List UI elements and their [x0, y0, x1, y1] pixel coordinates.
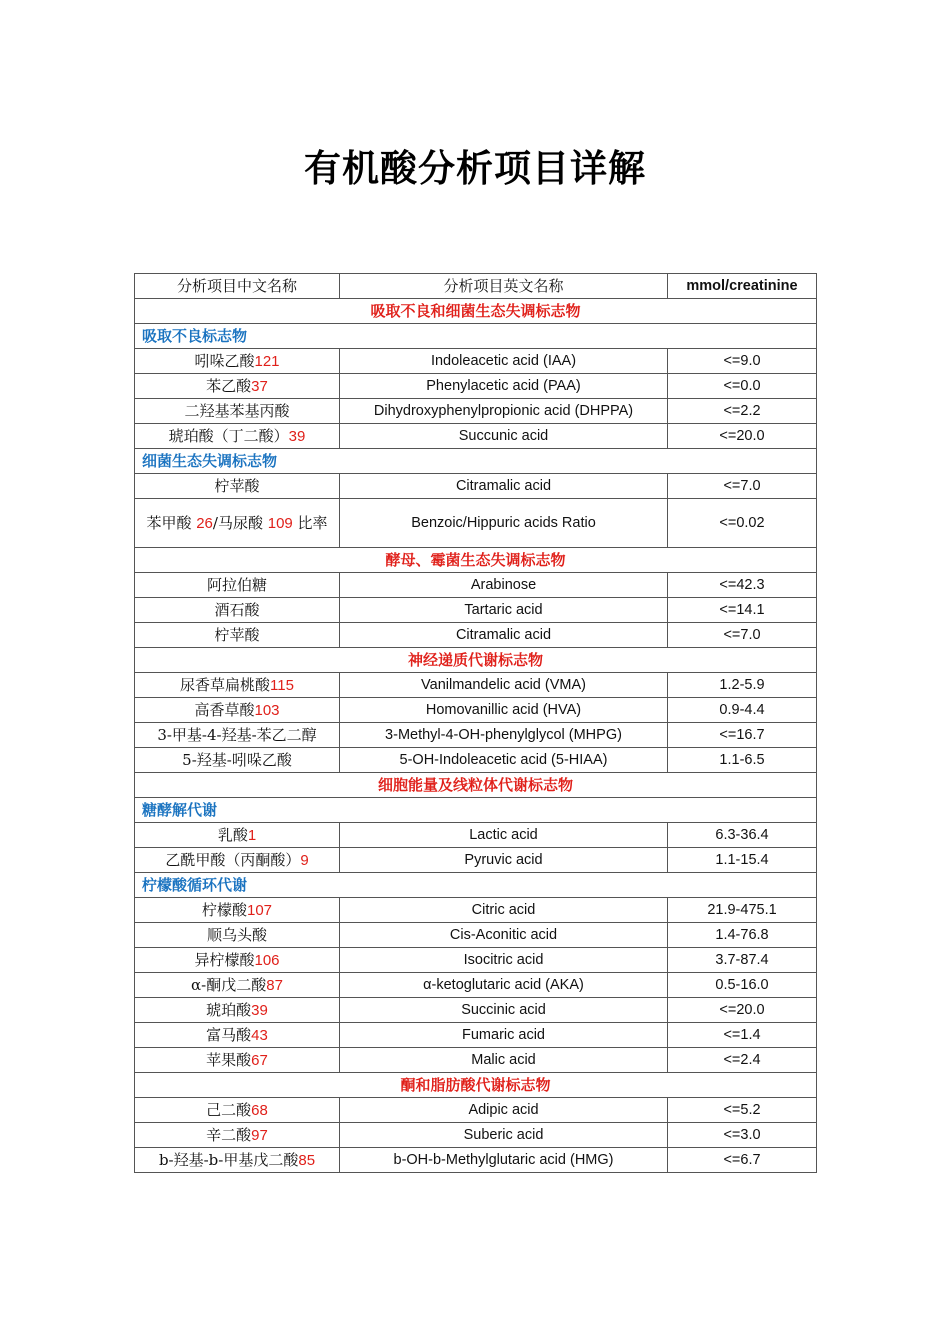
reference-range-cell: <=20.0	[668, 998, 817, 1023]
cn-name: 富马酸	[206, 1025, 252, 1044]
cn-name: 顺乌头酸	[206, 926, 267, 944]
cn-name-part: /马尿酸	[212, 513, 268, 532]
en-name-cell: Citric acid	[340, 898, 668, 923]
subsection-title: 吸取不良标志物	[135, 324, 817, 349]
cn-name-cell	[135, 349, 340, 374]
cn-name-cell	[135, 573, 340, 598]
en-name-cell: Succunic acid	[340, 424, 668, 449]
cn-name-cell	[135, 673, 340, 698]
cn-name-cell	[135, 374, 340, 399]
en-name-cell: Tartaric acid	[340, 598, 668, 623]
table-row	[135, 998, 817, 1023]
item-number: 37	[251, 377, 268, 395]
cn-name: 己二酸	[206, 1100, 252, 1119]
table-row	[135, 823, 817, 848]
cn-name-cell	[135, 424, 340, 449]
item-number: 68	[251, 1101, 268, 1119]
reference-range-cell: 6.3-36.4	[668, 823, 817, 848]
reference-range-cell: <=42.3	[668, 573, 817, 598]
reference-range-cell: 1.1-6.5	[668, 748, 817, 773]
en-name-cell: Isocitric acid	[340, 948, 668, 973]
item-number: 107	[246, 901, 273, 919]
cn-name-cell	[135, 848, 340, 873]
en-name-cell: Adipic acid	[340, 1098, 668, 1123]
cn-name-cell	[135, 823, 340, 848]
item-number: 39	[288, 427, 306, 445]
cn-name-cell	[135, 1148, 340, 1173]
table-row	[135, 1023, 817, 1048]
section-header-row	[135, 773, 817, 798]
section-title: 神经递质代谢标志物	[135, 648, 817, 673]
en-name-cell: Citramalic acid	[340, 474, 668, 499]
cn-name-cell	[135, 973, 340, 998]
cn-name-cell	[135, 698, 340, 723]
reference-range-cell: <=14.1	[668, 598, 817, 623]
cn-name: 苹果酸	[206, 1050, 252, 1069]
section-title: 吸取不良和细菌生态失调标志物	[135, 299, 817, 324]
reference-range-cell: <=6.7	[668, 1148, 817, 1173]
table-row	[135, 973, 817, 998]
cn-name: 吲哚乙酸	[194, 351, 255, 370]
reference-range-cell: 0.9-4.4	[668, 698, 817, 723]
table-body	[135, 299, 817, 1173]
table-row	[135, 598, 817, 623]
cn-name-cell	[135, 948, 340, 973]
cn-name: 苯乙酸	[206, 376, 252, 395]
cn-name: 琥珀酸	[206, 1000, 252, 1019]
cn-name-cell	[135, 399, 340, 424]
reference-range-cell: <=1.4	[668, 1023, 817, 1048]
en-name-cell: Indoleacetic acid (IAA)	[340, 349, 668, 374]
cn-name: b-羟基-b-甲基戊二酸	[158, 1150, 299, 1169]
header-en-name: 分析项目英文名称	[340, 274, 668, 299]
reference-range-cell: <=0.0	[668, 374, 817, 399]
item-number: 87	[266, 976, 283, 994]
table-row	[135, 399, 817, 424]
subsection-header-row	[135, 324, 817, 349]
reference-range-cell: 0.5-16.0	[668, 973, 817, 998]
item-number: 9	[300, 851, 309, 869]
en-name-cell: Citramalic acid	[340, 623, 668, 648]
table-row	[135, 1048, 817, 1073]
table-row	[135, 424, 817, 449]
cn-name: 高香草酸	[194, 700, 255, 719]
en-name-cell: α-ketoglutaric acid (AKA)	[340, 973, 668, 998]
cn-name-part: 比率	[292, 513, 328, 532]
section-header-row	[135, 548, 817, 573]
reference-range-cell: <=5.2	[668, 1098, 817, 1123]
reference-range-cell: <=20.0	[668, 424, 817, 449]
reference-range-cell: 1.4-76.8	[668, 923, 817, 948]
cn-name-cell	[135, 1048, 340, 1073]
reference-range-cell: <=16.7	[668, 723, 817, 748]
en-name-cell: Phenylacetic acid (PAA)	[340, 374, 668, 399]
table-row	[135, 673, 817, 698]
subsection-header-row	[135, 873, 817, 898]
en-name-cell: 3-Methyl-4-OH-phenylglycol (MHPG)	[340, 723, 668, 748]
cn-name: 柠苹酸	[214, 626, 260, 644]
table-row	[135, 349, 817, 374]
reference-range-cell: <=0.02	[668, 499, 817, 548]
cn-name: 柠檬酸	[201, 900, 247, 919]
en-name-cell: Benzoic/Hippuric acids Ratio	[340, 499, 668, 548]
item-number: 121	[254, 352, 280, 370]
en-name-cell: Cis-Aconitic acid	[340, 923, 668, 948]
table-row	[135, 1098, 817, 1123]
cn-name-cell	[135, 1023, 340, 1048]
table-row	[135, 698, 817, 723]
en-name-cell: Suberic acid	[340, 1123, 668, 1148]
en-name-cell: Fumaric acid	[340, 1023, 668, 1048]
cn-name: 5-羟基-吲哚乙酸	[182, 751, 292, 769]
table-row	[135, 898, 817, 923]
cn-name: 乳酸	[217, 825, 248, 844]
table-row	[135, 623, 817, 648]
section-title: 酮和脂肪酸代谢标志物	[135, 1073, 817, 1098]
cn-name-cell	[135, 1123, 340, 1148]
reference-range-cell: <=7.0	[668, 474, 817, 499]
cn-name-cell	[135, 598, 340, 623]
en-name-cell: Homovanillic acid (HVA)	[340, 698, 668, 723]
item-number: 97	[251, 1126, 268, 1144]
section-title: 细胞能量及线粒体代谢标志物	[135, 773, 817, 798]
cn-name-cell	[135, 623, 340, 648]
table-row	[135, 1148, 817, 1173]
item-number: 85	[298, 1151, 316, 1169]
cn-name-cell	[135, 474, 340, 499]
item-number: 1	[247, 826, 257, 844]
en-name-cell: Succinic acid	[340, 998, 668, 1023]
reference-range-cell: 1.2-5.9	[668, 673, 817, 698]
item-number: 115	[270, 676, 294, 694]
reference-range-cell: <=7.0	[668, 623, 817, 648]
table-row	[135, 474, 817, 499]
item-number: 26	[196, 514, 213, 532]
cn-name: α-酮戊二酸	[191, 975, 267, 994]
subsection-header-row	[135, 449, 817, 474]
section-header-row	[135, 1073, 817, 1098]
subsection-title: 柠檬酸循环代谢	[135, 873, 817, 898]
en-name-cell: b-OH-b-Methylglutaric acid (HMG)	[340, 1148, 668, 1173]
cn-name-cell	[135, 499, 340, 548]
reference-range-cell: 21.9-475.1	[668, 898, 817, 923]
en-name-cell: Pyruvic acid	[340, 848, 668, 873]
en-name-cell: Lactic acid	[340, 823, 668, 848]
section-header-row	[135, 648, 817, 673]
cn-name: 酒石酸	[214, 601, 260, 619]
header-unit: mmol/creatinine	[668, 274, 817, 299]
item-number: 109	[267, 514, 293, 532]
table-row	[135, 573, 817, 598]
table-row	[135, 374, 817, 399]
cn-name: 3-甲基-4-羟基-苯乙二醇	[157, 726, 317, 744]
table-row	[135, 723, 817, 748]
en-name-cell: Vanilmandelic acid (VMA)	[340, 673, 668, 698]
en-name-cell: Dihydroxyphenylpropionic acid (DHPPA)	[340, 399, 668, 424]
cn-name: 琥珀酸（丁二酸）	[168, 426, 289, 445]
subsection-header-row	[135, 798, 817, 823]
cn-name: 二羟基苯基丙酸	[184, 402, 290, 420]
reference-range-cell: 3.7-87.4	[668, 948, 817, 973]
item-number: 103	[254, 701, 280, 719]
table-header-row	[135, 274, 817, 299]
reference-range-cell: <=2.2	[668, 399, 817, 424]
cn-name-cell	[135, 748, 340, 773]
en-name-cell: 5-OH-Indoleacetic acid (5-HIAA)	[340, 748, 668, 773]
reference-range-cell: <=9.0	[668, 349, 817, 374]
page-title: 有机酸分析项目详解	[304, 147, 646, 190]
subsection-title: 细菌生态失调标志物	[135, 449, 817, 474]
item-number: 67	[251, 1051, 268, 1069]
table-row	[135, 748, 817, 773]
table-row	[135, 948, 817, 973]
cn-name-cell	[135, 998, 340, 1023]
en-name-cell: Malic acid	[340, 1048, 668, 1073]
cn-name-cell	[135, 723, 340, 748]
reference-range-cell: 1.1-15.4	[668, 848, 817, 873]
reference-range-cell: <=3.0	[668, 1123, 817, 1148]
cn-name: 异柠檬酸	[194, 950, 255, 969]
cn-name-cell	[135, 1098, 340, 1123]
cn-name: 尿香草扁桃酸	[180, 675, 271, 694]
reference-range-cell: <=2.4	[668, 1048, 817, 1073]
cn-name: 柠苹酸	[214, 477, 260, 495]
cn-name: 乙酰甲酸（丙酮酸）	[165, 850, 301, 869]
table-row	[135, 499, 817, 548]
organic-acid-table	[134, 273, 817, 1173]
cn-name-cell	[135, 898, 340, 923]
section-title: 酵母、霉菌生态失调标志物	[135, 548, 817, 573]
item-number: 106	[254, 951, 280, 969]
subsection-title: 糖酵解代谢	[135, 798, 817, 823]
item-number: 43	[251, 1026, 268, 1044]
table-row	[135, 1123, 817, 1148]
cn-name: 阿拉伯糖	[206, 576, 267, 594]
cn-name: 辛二酸	[206, 1125, 252, 1144]
table-row	[135, 848, 817, 873]
en-name-cell: Arabinose	[340, 573, 668, 598]
section-header-row	[135, 299, 817, 324]
header-cn-name: 分析项目中文名称	[135, 274, 340, 299]
cn-name-cell	[135, 923, 340, 948]
table-row	[135, 923, 817, 948]
cn-name: 苯甲酸	[146, 513, 197, 532]
item-number: 39	[251, 1001, 268, 1019]
